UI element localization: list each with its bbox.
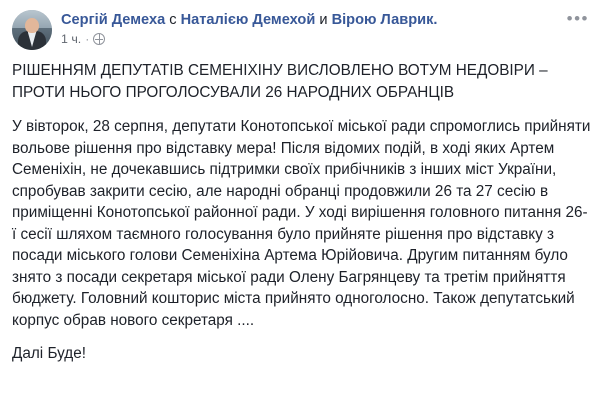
post-timestamp[interactable]: 1 ч. xyxy=(61,32,82,46)
post-text: У вівторок, 28 серпня, депутати Конотопської міської ради спромоглись прийняти вольове рішення про відставку мера! Після відомих подій, в ході яких Артем Семеніхін, не дочекавшись підтримки своїх прибічників з інших міст України, спробував закрити сесію, але народні обранці продовжили 26 та 27 сесію в приміщенні Конотопської районної ради. У ході вирішення головного питання 26-ї сесії шляхом таємного голосування було прийняте рішення про відставку з посади міського голови Семеніхіна Артема Юрійовича. Другим питанням було знято з посади секретаря міської ради Олену Багрянцеву та третім прийняття бюджету. Головний кошторис міста прийнято одноголосно. Також депутатський корпус обрав нового секретаря .... xyxy=(12,118,591,329)
tagged-person-1[interactable]: Наталією Демехой xyxy=(180,12,316,28)
post-header-text xyxy=(61,10,591,47)
with-preposition: с xyxy=(169,12,177,28)
avatar[interactable] xyxy=(12,10,52,50)
avatar-head xyxy=(25,18,39,33)
post-meta-line xyxy=(61,31,591,47)
more-options-button[interactable]: ••• xyxy=(566,9,589,28)
tagged-joiner: и xyxy=(319,12,328,28)
post-author-line xyxy=(61,11,591,30)
post-body xyxy=(0,54,603,365)
author-name-link[interactable]: Сергій Демеха xyxy=(61,12,166,28)
post-header xyxy=(0,0,603,54)
tagged-person-2[interactable]: Вірою Лаврик. xyxy=(331,12,438,28)
post-headline: РІШЕННЯМ ДЕПУТАТІВ СЕМЕНІХІНУ ВИСЛОВЛЕНО ВОТУМ НЕДОВІРИ – ПРОТИ НЬОГО ПРОГОЛОСУВАЛИ 26 НАРОДНИХ ОБРАНЦІВ xyxy=(12,62,548,101)
post-closing-line: Далі Буде! xyxy=(12,345,86,362)
globe-icon[interactable] xyxy=(93,33,105,45)
meta-separator: · xyxy=(85,32,90,46)
